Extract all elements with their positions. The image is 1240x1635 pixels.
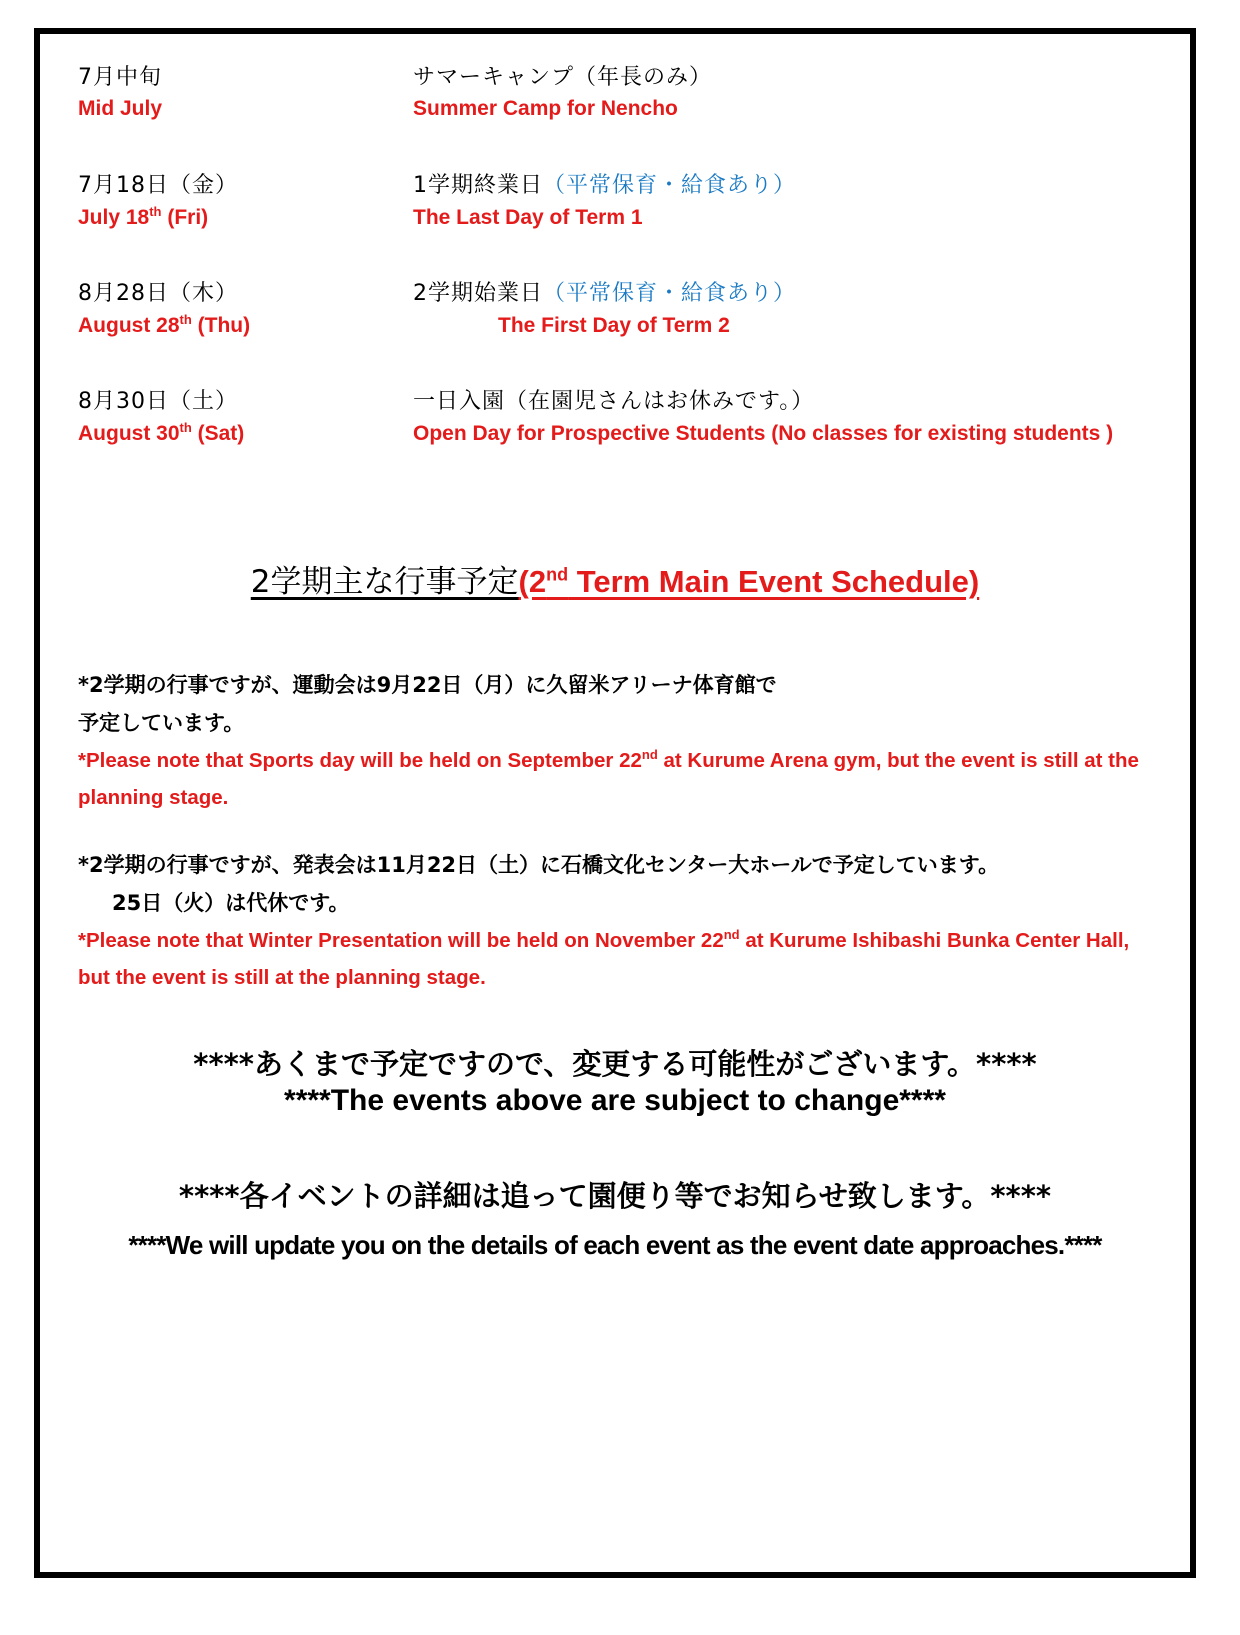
event-jp (413, 168, 796, 199)
note-en-pre: *Please note that Sports day will be held on September 22 (78, 749, 642, 772)
date-en-main: July 18 (78, 206, 150, 229)
event-en: The Last Day of Term 1 (413, 206, 643, 229)
event-en: Summer Camp for Nencho (413, 97, 678, 120)
date-jp: 7月18日（金） (78, 173, 238, 198)
date-en-sup: th (179, 420, 192, 435)
note-en-post: at Kurume Arena gym, but the event is still at the planning stage. (78, 749, 1139, 809)
details-notice-jp: ****各イベントの詳細は追って園便り等でお知らせ致します。**** (178, 1179, 1052, 1213)
event-jp-main: 1学期終業日 (413, 173, 543, 198)
note-jp-line: 予定しています。 (78, 711, 245, 735)
heading-en-pre: (2 (518, 564, 547, 599)
event-en: Open Day for Prospective Students (No classes for existing students ) (413, 422, 1114, 445)
note-en-post: at Kurume Ishibashi Bunka Center Hall, but the event is still at the planning stage. (78, 929, 1130, 989)
event-jp-note: （平常保育・給食あり） (543, 281, 797, 306)
note-en-text (78, 922, 1158, 996)
date-en-main: August 28 (78, 314, 180, 337)
event-jp: サマーキャンプ（年長のみ） (413, 65, 713, 90)
event-jp-main: 2学期始業日 (413, 281, 543, 306)
date-jp: 7月中旬 (78, 65, 162, 90)
note-sports-day (78, 666, 1158, 816)
date-en-main: August 30 (78, 422, 180, 445)
note-en-pre: *Please note that Winter Presentation will be held on November 22 (78, 929, 724, 952)
event-jp (413, 276, 796, 307)
section-heading (40, 556, 1190, 601)
note-en-sup: nd (641, 747, 658, 763)
heading-en (519, 564, 980, 599)
date-en: Mid July (78, 97, 163, 120)
heading-jp: 2学期主な行事予定 (250, 564, 519, 600)
date-en-suffix: (Thu) (191, 314, 251, 337)
note-presentation (78, 846, 1158, 996)
details-notice-en: ****We will update you on the details of each event as the event date approaches.**** (128, 1230, 1102, 1260)
date-en-suffix: (Fri) (161, 206, 209, 229)
date-en (78, 206, 208, 230)
change-notice-jp: ****あくまで予定ですので、変更する可能性がございます。**** (193, 1047, 1037, 1081)
heading-en-post: Term Main Event Schedule) (568, 564, 980, 599)
date-jp: 8月30日（土） (78, 389, 238, 414)
date-en-suffix: (Sat) (191, 422, 245, 445)
date-en (78, 314, 250, 338)
note-en-sup: nd (723, 927, 740, 943)
note-jp-line: *2学期の行事ですが、発表会は11月22日（土）に石橋文化センター大ホールで予定しています。 (78, 853, 1000, 877)
document-frame (34, 28, 1196, 1578)
date-jp: 8月28日（木） (78, 281, 238, 306)
date-en (78, 422, 244, 446)
date-en-sup: th (179, 312, 192, 327)
event-jp: 一日入園（在園児さんはお休みです。） (413, 389, 815, 414)
note-jp-line: *2学期の行事ですが、運動会は9月22日（月）に久留米アリーナ体育館で (78, 673, 777, 697)
note-en-text (78, 742, 1158, 816)
note-jp-substitute-holiday: 25日（火）は代休です。 (112, 891, 350, 915)
event-jp-note: （平常保育・給食あり） (543, 173, 797, 198)
event-en: The First Day of Term 2 (498, 314, 730, 337)
change-notice-en: ****The events above are subject to change**** (284, 1084, 946, 1117)
date-en-sup: th (149, 204, 162, 219)
heading-en-sup: nd (546, 564, 569, 585)
